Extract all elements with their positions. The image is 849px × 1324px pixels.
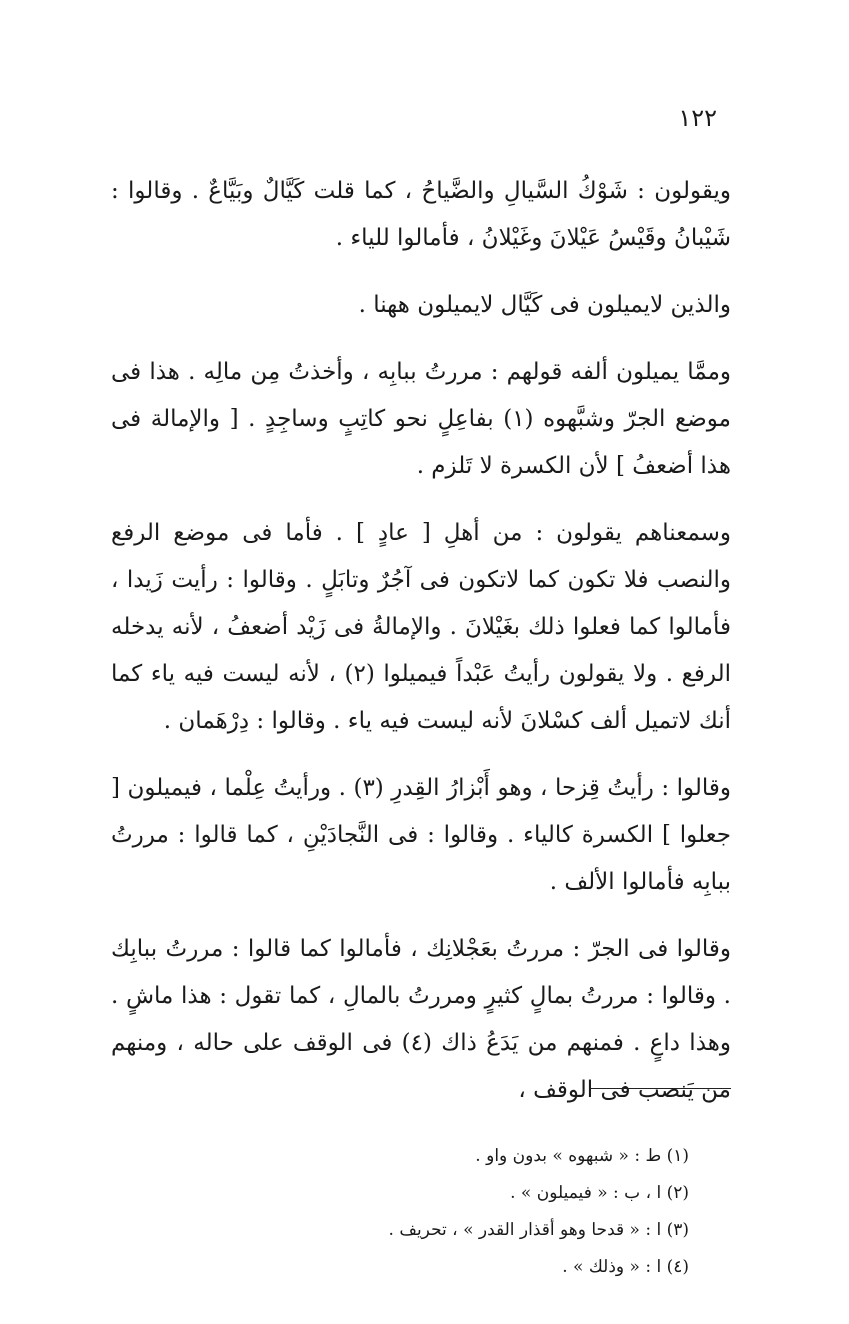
- paragraph-2: والذين لايميلون فى كَيَّال لايميلون ههنا .: [358, 292, 731, 318]
- paragraph-1: ويقولون : شَوْكُ السَّيالِ والضَّياحُ ، كما قلت كَيَّالٌ وبَيَّاعٌ . وقالوا : شَيْبانُ وقَيْسُ عَيْلانَ وغَيْلانُ ، فأمالوا للياء .: [111, 178, 731, 251]
- paragraph-4: وسمعناهم يقولون : من أهلِ [ عادٍ ] . فأما فى موضع الرفع والنصب فلا تكون كما لاتكون فى آجُرٌ وتابَلٍ . وقالوا : رأيت زَيدا ، فأمالوا كما فعلوا ذلك بغَيْلانَ . والإمالةُ فى زَيْد أضعفُ ، لأنه يدخله الرفع . ولا يقولون رأيتُ عَبْداً فيميلوا (٢) ، لأنه ليست فيه ياء كما أنك لاتميل ألف كسْلانَ لأنه ليست فيه ياء . وقالوا : دِرْهَمان .: [111, 520, 731, 734]
- main-text: [111, 168, 731, 1134]
- page-number: ١٢٢: [678, 104, 717, 132]
- paragraph-3: وممَّا يميلون ألفه قولهم : مررتُ ببابِه ، وأخذتُ مِن مالِه . هذا فى موضع الجرّ وشبَّهوه (١) بفاعِلٍ نحو كاتِبٍ وساجِدٍ . [ والإمالة فى هذا أضعفُ ] لأن الكسرة لا تَلزم .: [111, 359, 731, 479]
- paragraph-5: وقالوا : رأيتُ قِزحا ، وهو أَبْزارُ القِدرِ (٣) . ورأيتُ عِلْما ، فيميلون [ جعلوا ] الكسرة كالياء . وقالوا : فى النَّجادَيْنِ ، كما قالوا : مررتُ ببابِه فأمالوا الألف .: [111, 775, 731, 895]
- footnote-divider: [591, 1088, 731, 1089]
- footnote-4: (٤) ا : « وذلك » .: [562, 1257, 689, 1277]
- footnotes: [129, 1138, 689, 1286]
- footnote-2: (٢) ا ، ب : « فيميلون » .: [510, 1183, 689, 1203]
- footnote-1: (١) ط : « شبهوه » بدون واو .: [475, 1146, 689, 1166]
- paragraph-6: وقالوا فى الجرّ : مررتُ بعَجْلانِك ، فأمالوا كما قالوا : مررتُ ببابِك . وقالوا : مررتُ بمالٍ كثيرٍ ومررتُ بالمالِ ، كما تقول : هذا ماشٍ . وهذا داعٍ . فمنهم من يَدَعُ ذاك (٤) فى الوقف على حاله ، ومنهم من يَنصب فى الوقف ،: [111, 936, 732, 1103]
- footnote-3: (٣) ا : « قدحا وهو أقذار القدر » ، تحريف .: [388, 1220, 689, 1240]
